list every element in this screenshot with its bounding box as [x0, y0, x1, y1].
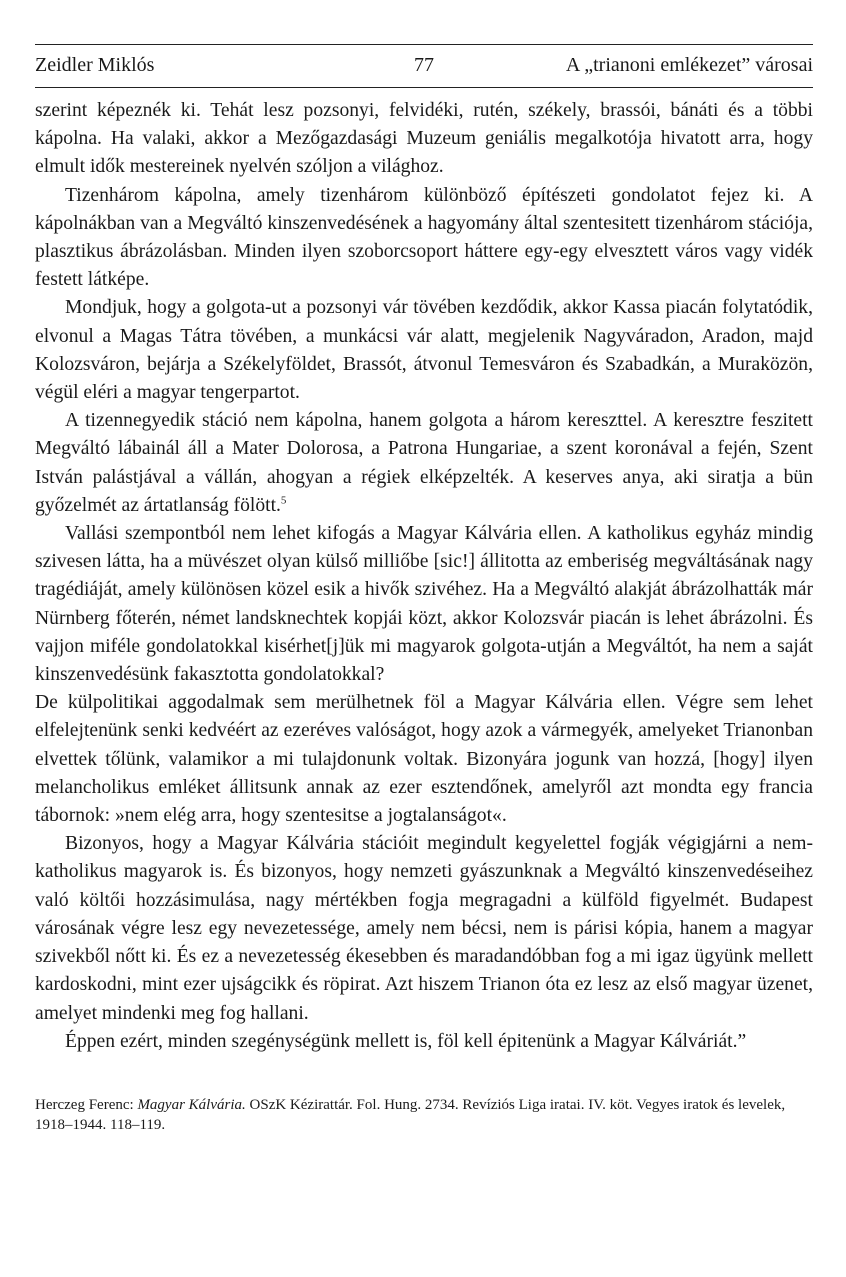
footnote-work: Magyar Kálvária. [137, 1097, 246, 1113]
paragraph-6: De külpolitikai aggodalmak sem merülhetnek föl a Magyar Kálvária ellen. Végre sem lehet elfelejtenünk senki kedvéért az ezeréves valóságot, hogy azok a vármegyék, amelyeket Trianonban elvettek tőlünk, valamikor a mi tulajdonunk voltak. Bizonyára jogunk van hozzá, [hogy] ilyen melancholikus emléket állitsunk annak az ezer esztendőnek, amelyről azt mondta egy francia tábornok: »nem elég arra, hogy szentesitse a jogtalanságot«. [35, 692, 813, 827]
paragraph-7: Bizonyos, hogy a Magyar Kálvária stációit megindult kegyelettel fogják végigjárni a nem-katholikus magyarok is. És bizonyos, hogy nemzeti gyászunknak a Megváltó kinszenvedéseihez való költői hozzásimulása, nagy mértékben fogja megragadni a külföld figyelmét. Budapest városának végre lesz egy nevezetessége, amely nem bécsi, nem is párisi kópia, hanem a magyar szivekből nőtt ki. És ez a nevezetesség ékesebben és maradandóbban fog a mi igaz ügyünk mellett kardoskodni, mint ezer ujságcikk és röpirat. Azt hiszem Trianon óta ez lesz az első magyar üzenet, amelyet mindenki meg fog hallani. [35, 833, 813, 1024]
paragraph-8: Éppen ezért, minden szegénységünk mellett is, föl kell épitenünk a Magyar Kálváriát.” [65, 1030, 747, 1052]
footnote-author: Herczeg Ferenc: [35, 1097, 138, 1113]
footnote-source: OSzK Kézirattár. Fol. Hung. 2734. Revíziós Liga iratai. IV. köt. Vegyes iratok és levelek, 1918–1944. 118–119. [35, 1097, 786, 1133]
header-title: A „trianoni emlékezet” városai [565, 54, 813, 76]
running-header [35, 44, 813, 88]
paragraph-5: Vallási szempontból nem lehet kifogás a Magyar Kálvária ellen. A katholikus egyház mindig szivesen látta, ha a müvészet olyan külső milliőbe [sic!] állitotta az emberiség megváltásának nagy tragédiáját, amely különösen közel esik a hivők szivéhez. Ha a Megváltó alakját ábrázolhatták már Nürnberg főterén, német landsknechtek kopjái közt, akkor Kolozsvár piacán is lehet ábrázolni. És vajjon miféle gondolatokkal kisérhet[j]ük mi magyarok golgota-utján a Megváltót, ha nem a saját kinszenvedésünk fakasztotta gondolatokkal? [35, 523, 813, 686]
footnote [35, 1095, 813, 1135]
paragraph-4 [35, 407, 813, 520]
paragraph-4-text: A tizennegyedik stáció nem kápolna, hanem golgota a három kereszttel. A keresztre feszitett Megváltó lábainál áll a Mater Dolorosa, a Patrona Hungariae, a szent koronával a fején, Szent István palástjával a vállán, ahogyan a régiek elképzelték. A keserves anya, aki siratja a bün győzelmét az ártatlanság fölött. [35, 410, 813, 516]
page-number: 77 [414, 54, 434, 76]
paragraph-3: Mondjuk, hogy a golgota-ut a pozsonyi vár tövében kezdődik, akkor Kassa piacán folytatódik, elvonul a Magas Tátra tövében, a munkácsi vár alatt, megjelenik Nagyváradon, Aradon, majd Kolozsváron, bejárja a Székelyföldet, Brassót, átvonul Temesváron és Szabadkán, a Muraközön, végül eléri a magyar tengerpartot. [35, 297, 813, 404]
header-author: Zeidler Miklós [35, 54, 155, 76]
paragraph-2: Tizenhárom kápolna, amely tizenhárom különböző építészeti gondolatot fejez ki. A kápolnákban van a Megváltó kinszenvedésének a hagyomány által szentesitett tizenhárom stációja, plasztikus ábrázolásban. Minden ilyen szoborcsoport háttere egy-egy elvesztett város vagy vidék festett látképe. [35, 184, 813, 291]
body-text [35, 97, 813, 1056]
footnote-marker: 5 [280, 494, 287, 507]
paragraph-1: szerint képeznék ki. Tehát lesz pozsonyi, felvidéki, rutén, székely, brassói, bánáti és a többi kápolna. Ha valaki, akkor a Mezőgazdasági Muzeum geniális megalkotója hivatott arra, hogy elmult idők mestereinek nyelvén szóljon a világhoz. [35, 100, 813, 178]
